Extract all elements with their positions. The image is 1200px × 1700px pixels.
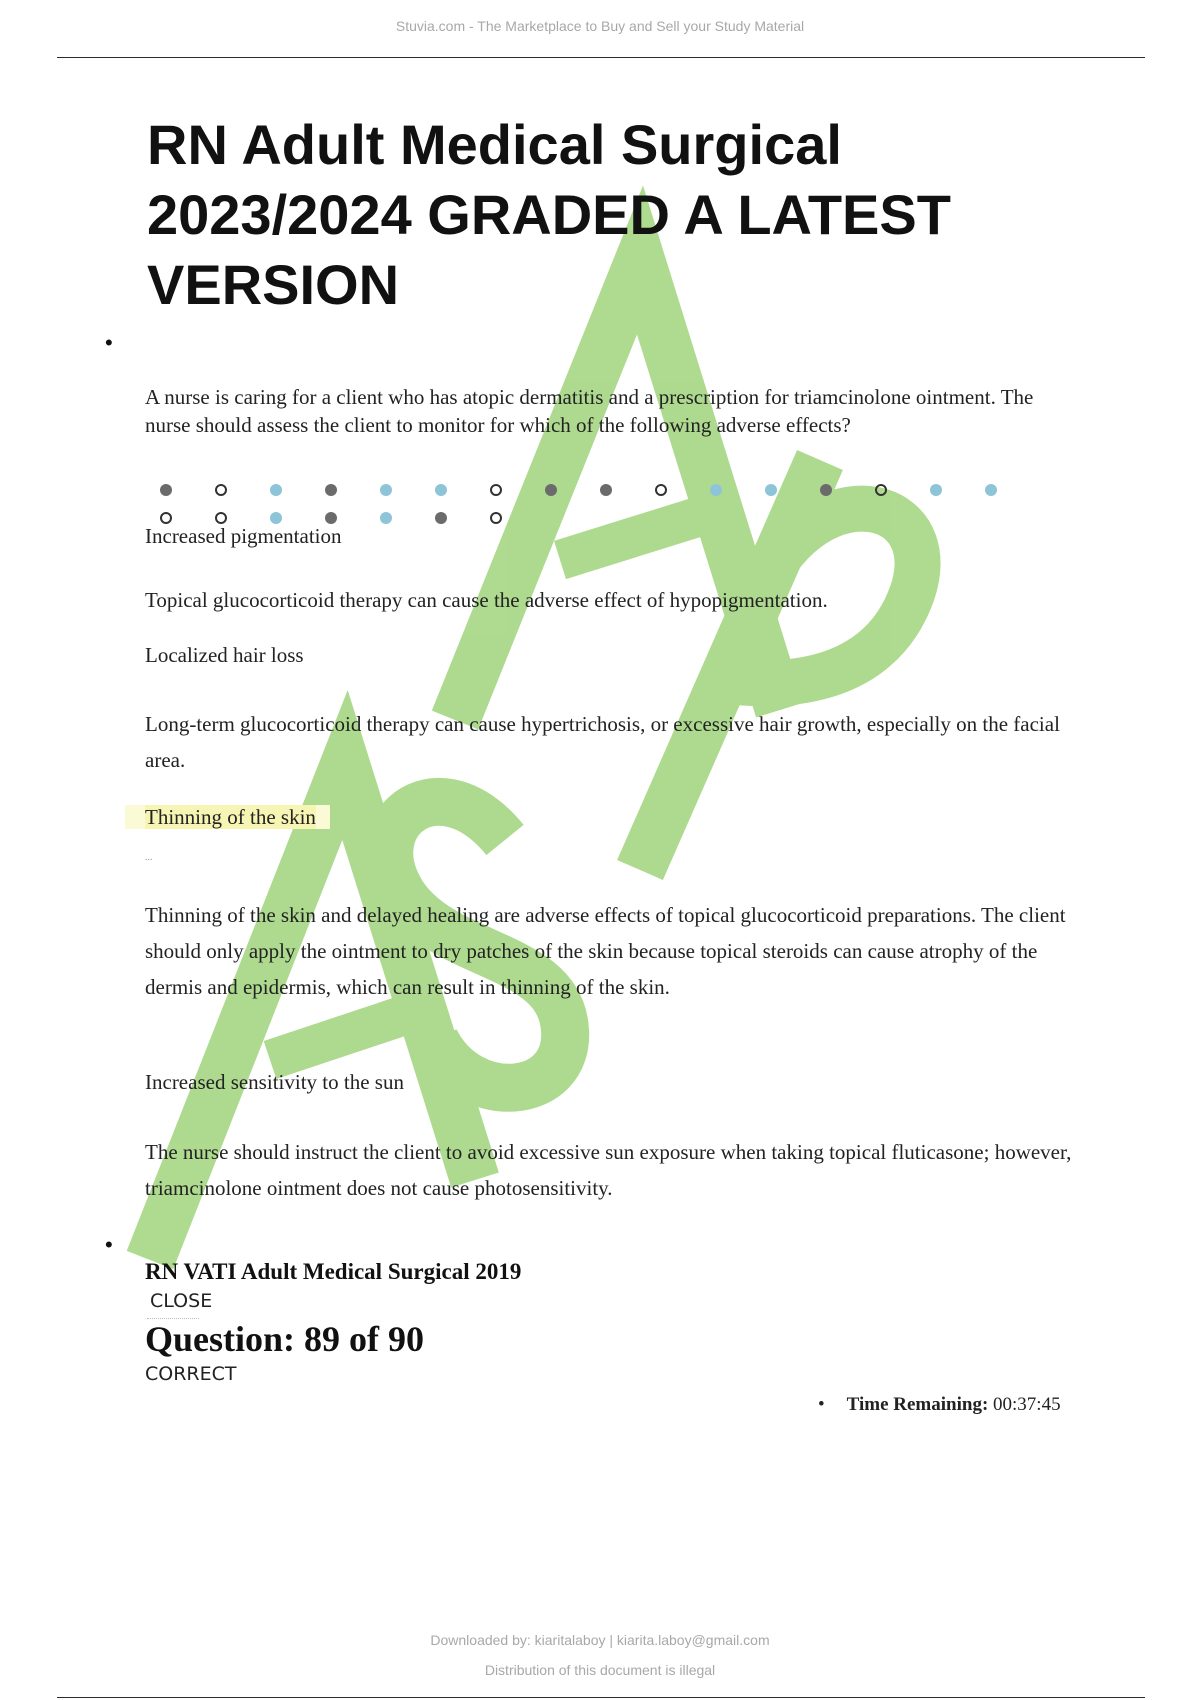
- highlighted-answer: Thinning of the skin: [145, 805, 316, 829]
- bullet-1: •: [105, 330, 113, 355]
- radio-icon: [160, 512, 172, 524]
- option-rationale: Topical glucocorticoid therapy can cause the adverse effect of hypopigmentation.: [145, 588, 828, 612]
- option-rationale: Thinning of the skin and delayed healing are adverse effects of topical glucocorticoid preparations. The client should only apply the ointment to dry patches of the skin because topical steroids can cause atrophy of the dermis and epidermis, which can result in thinning of the skin.: [145, 903, 1066, 999]
- footer-downloaded-by: Downloaded by: kiaritalaboy | kiarita.laboy@gmail.com: [430, 1632, 770, 1648]
- footer-rule: [57, 1697, 1145, 1698]
- question-number: Question: 89 of 90: [145, 1319, 424, 1359]
- answer-radio-strip: [160, 480, 1020, 530]
- radio-icon: [985, 484, 997, 496]
- time-remaining: [818, 1394, 1061, 1416]
- radio-icon: [490, 484, 502, 496]
- option-marker: ...: [145, 852, 153, 863]
- question-stem: A nurse is caring for a client who has atopic dermatitis and a prescription for triamcinolone ointment. The nurse should assess the client to monitor for which of the following adverse effects?: [145, 385, 1034, 437]
- time-label: Time Remaining:: [846, 1394, 989, 1415]
- answer-status: CORRECT: [145, 1363, 237, 1385]
- radio-icon: [215, 484, 227, 496]
- course-title: RN VATI Adult Medical Surgical 2019: [145, 1259, 522, 1284]
- radio-icon: [380, 512, 392, 524]
- option-label: Increased sensitivity to the sun: [145, 1070, 404, 1094]
- radio-icon: [435, 512, 447, 524]
- close-button[interactable]: CLOSE: [150, 1290, 213, 1312]
- radio-icon: [270, 512, 282, 524]
- radio-icon: [600, 484, 612, 496]
- radio-icon: [765, 484, 777, 496]
- option-label: Increased pigmentation: [145, 524, 342, 548]
- radio-icon: [435, 484, 447, 496]
- page-header-source: Stuvia.com - The Marketplace to Buy and Sell your Study Material: [395, 18, 805, 34]
- radio-icon: [930, 484, 942, 496]
- radio-icon: [710, 484, 722, 496]
- document-title: RN Adult Medical Surgical 2023/2024 GRADED A LATEST VERSION: [147, 113, 951, 316]
- radio-icon: [875, 484, 887, 496]
- option-rationale: The nurse should instruct the client to avoid excessive sun exposure when taking topical fluticasone; however, triamcinolone ointment does not cause photosensitivity.: [145, 1140, 1072, 1200]
- bullet-2: •: [105, 1232, 113, 1257]
- option-rationale: Long-term glucocorticoid therapy can cause hypertrichosis, or excessive hair growth, especially on the facial area.: [145, 712, 1060, 772]
- list-bullet: •: [818, 1394, 825, 1415]
- footer-notice: Distribution of this document is illegal: [484, 1662, 716, 1678]
- header-rule: [57, 57, 1145, 58]
- radio-icon: [215, 512, 227, 524]
- radio-icon: [655, 484, 667, 496]
- radio-icon: [325, 484, 337, 496]
- radio-icon: [380, 484, 392, 496]
- radio-icon: [490, 512, 502, 524]
- time-value: 00:37:45: [993, 1394, 1061, 1415]
- radio-icon: [270, 484, 282, 496]
- radio-icon: [820, 484, 832, 496]
- radio-icon: [545, 484, 557, 496]
- radio-icon: [325, 512, 337, 524]
- option-label-correct: [145, 805, 316, 830]
- option-label: Localized hair loss: [145, 643, 304, 667]
- radio-icon: [160, 484, 172, 496]
